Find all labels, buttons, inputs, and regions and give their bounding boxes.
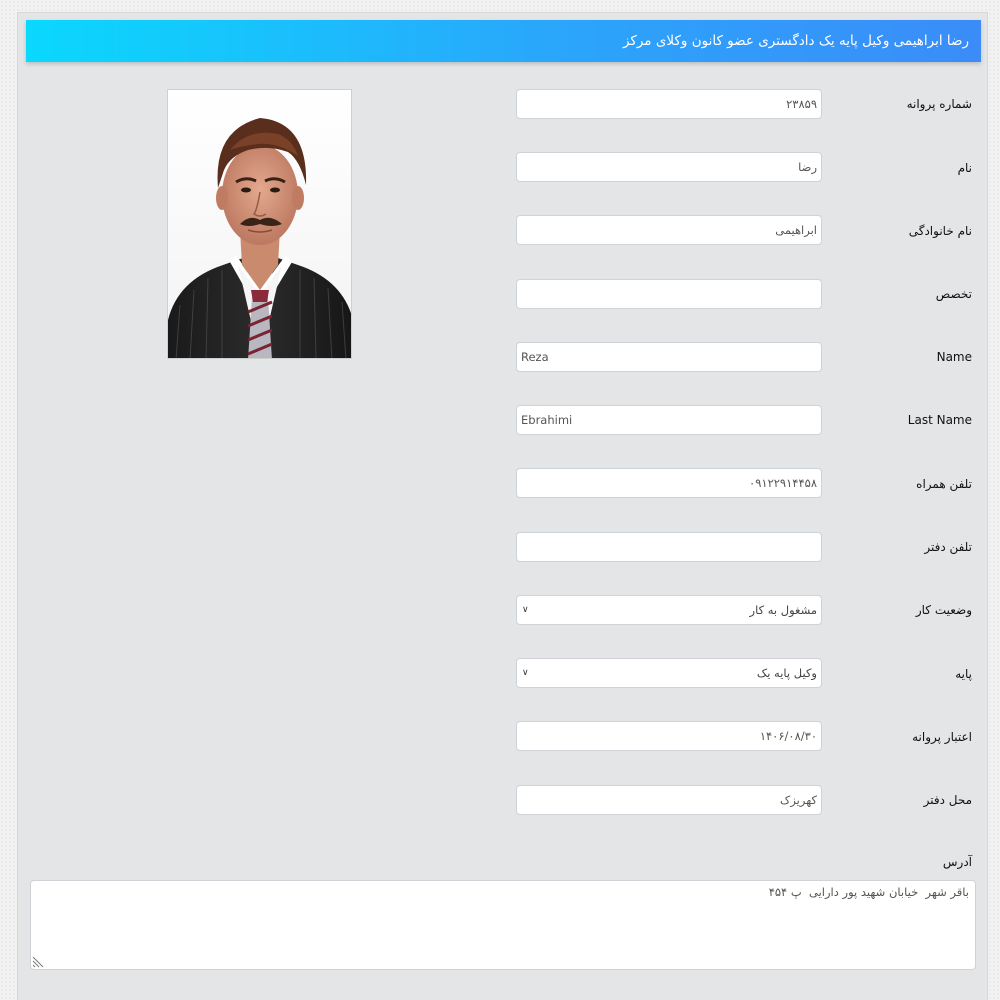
office-phone-field[interactable] — [516, 532, 822, 562]
resize-grip-icon[interactable] — [31, 955, 45, 969]
address-textarea[interactable] — [30, 880, 976, 970]
name-en-label: Name — [936, 350, 972, 364]
lawyer-photo — [167, 89, 352, 359]
first-name-field[interactable] — [516, 152, 822, 182]
work-status-select[interactable] — [516, 595, 822, 625]
page-title: رضا ابراهیمی وکیل پایه یک دادگستری عضو کانون وکلای مرکز — [622, 33, 969, 49]
last-name-label: نام خانوادگی — [908, 224, 972, 238]
last-name-en-label: Last Name — [907, 413, 972, 427]
chevron-down-icon: ∨ — [522, 605, 529, 615]
license-validity-label: اعتبار پروانه — [912, 730, 972, 744]
work-status-label: وضعیت کار — [915, 603, 972, 617]
name-en-field[interactable] — [516, 342, 822, 372]
last-name-field[interactable] — [516, 215, 822, 245]
grade-label: پایه — [955, 667, 972, 681]
grade-value: وکیل پایه یک — [756, 666, 817, 680]
office-location-field[interactable] — [516, 785, 822, 815]
address-label: آدرس — [942, 855, 972, 869]
specialty-field[interactable] — [516, 279, 822, 309]
license-validity-field[interactable] — [516, 721, 822, 751]
work-status-value: مشغول به کار — [749, 603, 817, 617]
office-phone-label: تلفن دفتر — [924, 540, 972, 554]
office-location-label: محل دفتر — [923, 793, 972, 807]
mobile-label: تلفن همراه — [916, 477, 972, 491]
mobile-field[interactable] — [516, 468, 822, 498]
profile-header — [26, 20, 981, 62]
specialty-label: تخصص — [935, 287, 972, 301]
chevron-down-icon: ∨ — [522, 668, 529, 678]
portrait-icon — [168, 90, 352, 359]
last-name-en-field[interactable] — [516, 405, 822, 435]
grade-select[interactable] — [516, 658, 822, 688]
first-name-label: نام — [957, 161, 972, 175]
license-number-field[interactable] — [516, 89, 822, 119]
license-number-label: شماره پروانه — [906, 97, 972, 111]
